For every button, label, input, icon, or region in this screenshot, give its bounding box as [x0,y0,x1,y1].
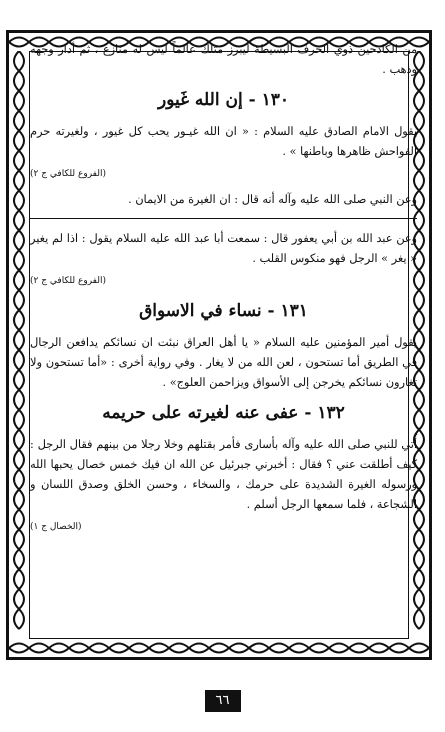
section-130-source-2: (الفروع للكافي ج ٢) [30,276,106,286]
page-content [30,40,417,652]
intro-paragraph: من الكادحين ذوي الحرف البسيطة ليبرز مثلك عالماً ليس له منازع ، ثم أدار وجهه وذهب . [30,43,417,76]
section-132-paragraph-1: أُتي للنبي صلى الله عليه وآله بأسارى فأمر بقتلهم وخلا رجلا من بينهم فقال الرجل : كيف أطلقت عني ؟ فقال : أخبرني جبرئيل عن الله ان فيك خمس خصال يحبها الله ورسوله الغيرة الشديدة على حرمك ، والسخاء ، وحسن الخلق وصدق اللسان و الشجاعة ، فلما سمعها الرجل أسلم . [30,438,417,511]
section-132-heading: ١٣٢ - عفى عنه لغيرته على حريمه [102,403,345,423]
page-number: ٦٦ [205,690,241,712]
section-130-paragraph-1: يقول الامام الصادق عليه السلام : « ان الله غيـور يحب كل غيور ، ولغيرته حرم الفواحش ظاهرها وباطنها » . [30,125,417,158]
section-130-heading: ١٣٠ - إن الله غَيور [158,90,289,110]
section-130-paragraph-2: وعن النبي صلى الله عليه وآله أنه قال : ان الغيرة من الايمان . [128,193,417,206]
section-131-heading: ١٣١ - نساء في الاسواق [139,301,308,321]
section-130-divider [30,218,417,219]
section-130-paragraph-3: وعن عبد الله بن أبي يعفور قال : سمعت أبا عبد الله عليه السلام يقول : اذا لم يغير « يغر » الرجل فهو منكوس القلب . [30,232,417,265]
section-130-source-1: (الفروع للكافي ج ٢) [30,169,106,179]
section-132-source: (الخصال ج ١) [30,522,82,532]
left-ornament [9,51,29,639]
section-131-paragraph-1: يقول أمير المؤمنين عليه السلام « يا أهل العراق نبئت ان نسائكم يدافعن الرجال في الطريق أما تستحون ، لعن الله من لا يغار . وفي رواية أخرى : «أما تستحون ولا تغارون نسائكم يخرجن إلى الأسواق ويزاحمن العلوج» . [30,336,417,389]
